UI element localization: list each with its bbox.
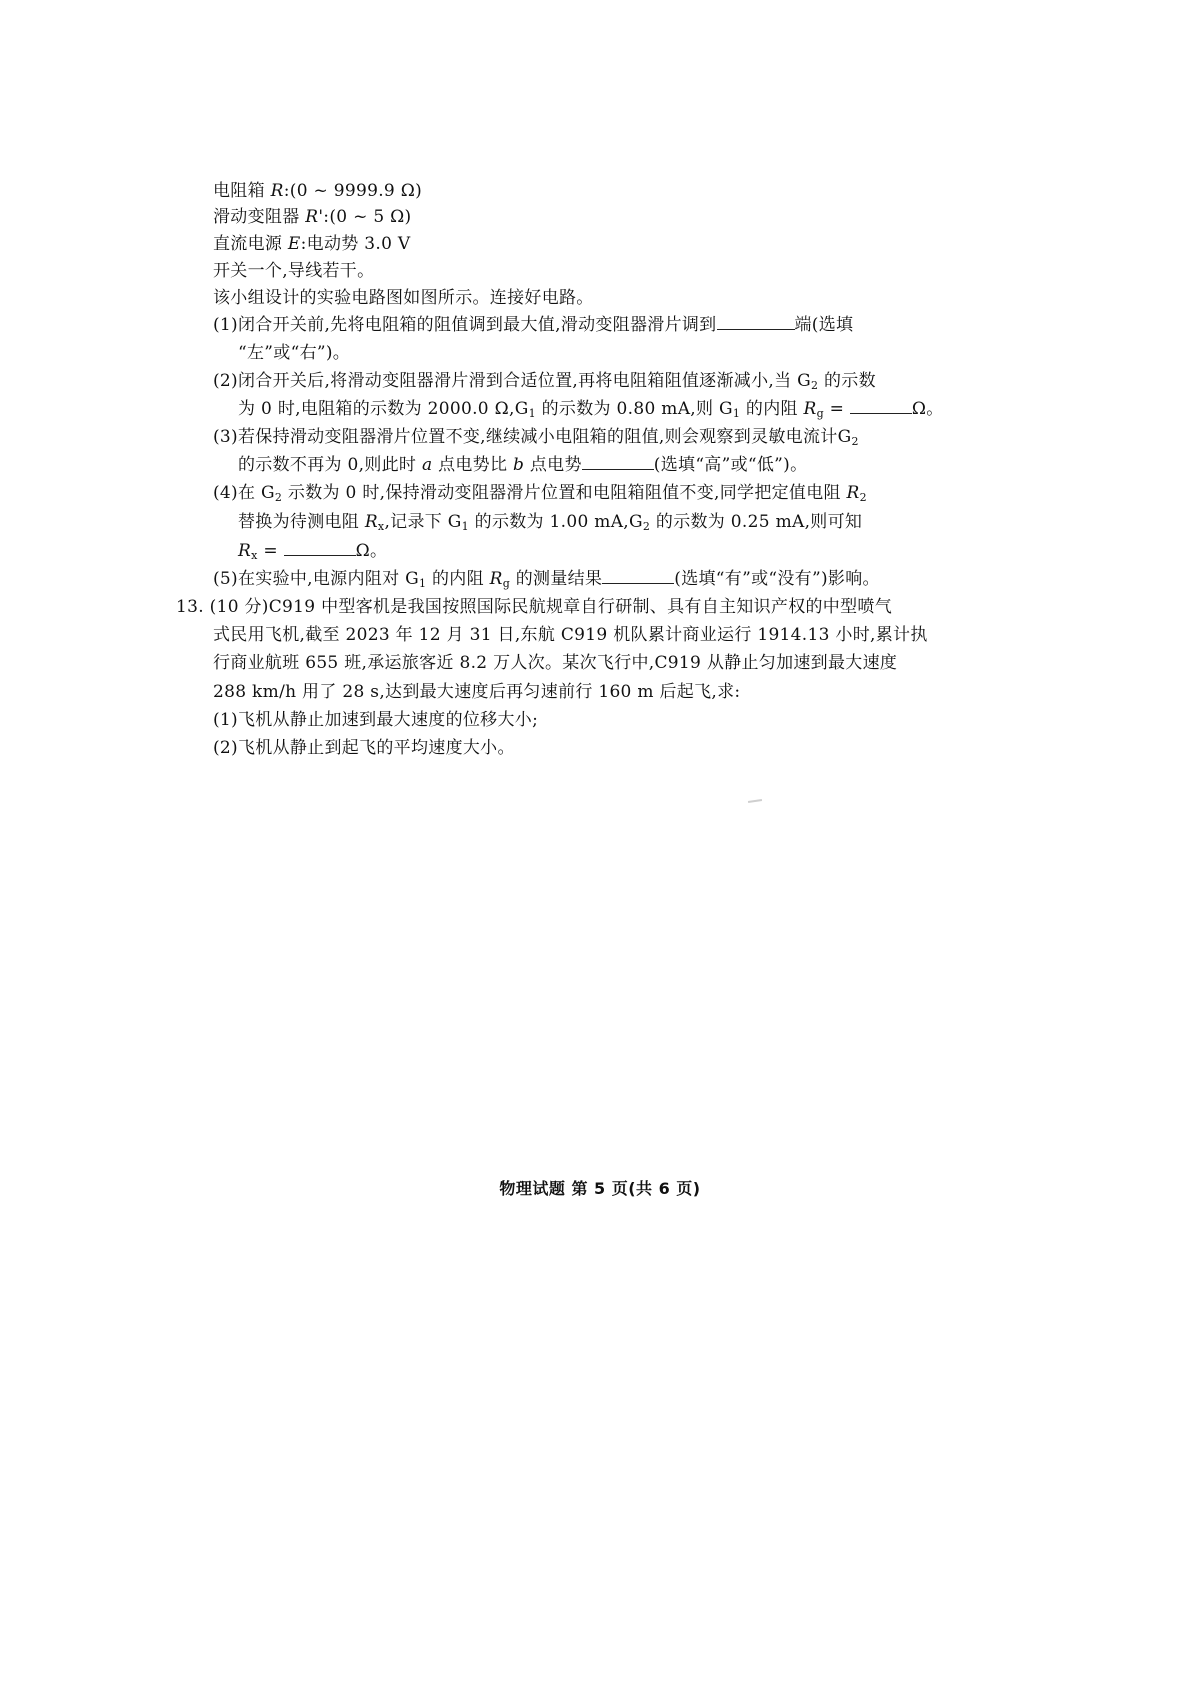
q13-line2: 式民用飞机,截至 2023 年 12 月 31 日,东航 C919 机队累计商业运行 1914.13 小时,累计执: [213, 625, 928, 645]
q12-part4-line2: 替换为待测电阻 $R_x$,记录下 $G_1$ 的示数为 1.00 $mA,G_2$ 的示数为 0.25 mA,则可知: [238, 512, 863, 533]
answer-blank-3: [582, 455, 654, 470]
answer-blank-5: [602, 569, 674, 584]
q12-part2-line1: (2)闭合开关后,将滑动变阻器滑片滑到合适位置,再将电阻箱阻值逐渐减小,当 $G_2$ 的示数: [213, 371, 876, 392]
q13-line4: 288 km/h 用了 28 s,达到最大速度后再匀速前行 160 m 后起飞,求:: [213, 682, 741, 702]
q13-sub2: (2)飞机从静止到起飞的平均速度大小。: [213, 738, 515, 758]
q12-part3-line1: (3)若保持滑动变阻器滑片位置不变,继续减小电阻箱的阻值,则会观察到灵敏电流计$G_2$: [213, 427, 859, 448]
circuit-intro: 该小组设计的实验电路图如图所示。连接好电路。: [213, 288, 594, 308]
q12-part4-line3: $R_x = \Omega$。: [238, 541, 388, 562]
equipment-misc: 开关一个,导线若干。: [213, 261, 375, 281]
equipment-power-source: 直流电源 E:电动势 3.0 V: [213, 234, 411, 254]
q12-part1-line2: “左”或“右”)。: [238, 343, 351, 363]
q13-line3: 行商业航班 655 班,承运旅客近 8.2 万人次。某次飞行中,C919 从静止匀加速到最大速度: [213, 653, 898, 673]
q12-part1-line1: (1)闭合开关前,先将电阻箱的阻值调到最大值,滑动变阻器滑片调到 端(选填: [213, 315, 854, 335]
q12-part2-line2: 为 0 时,电阻箱的示数为 2000.0 $\Omega,G_1$ 的示数为 0.80 mA,则 $G_1$ 的内阻 $R_g = \Omega$。: [238, 399, 944, 420]
page-footer: 物理试题 第 5 页(共 6 页): [499, 1179, 701, 1198]
answer-blank-4: [284, 541, 356, 556]
answer-blank-1: [717, 315, 795, 330]
q12-part4-line1: (4)在 $G_2$ 示数为 0 时,保持滑动变阻器滑片位置和电阻箱阻值不变,同学把定值电阻 $R_2$: [213, 483, 867, 504]
q12-part3-line2: 的示数不再为 0,则此时 a 点电势比 b 点电势 (选填“高”或“低”)。: [238, 455, 808, 475]
q13-line1: 13. (10 分)C919 中型客机是我国按照国际民航规章自行研制、具有自主知识产权的中型喷气: [176, 597, 892, 617]
equipment-rheostat: 滑动变阻器 R':(0 ~ 5 Ω): [213, 207, 412, 227]
q13-sub1: (1)飞机从静止加速到最大速度的位移大小;: [213, 710, 539, 730]
answer-blank-2: [850, 399, 912, 414]
scan-speck: [748, 799, 762, 803]
q12-part5-line1: (5)在实验中,电源内阻对 $G_1$ 的内阻 $R_g$ 的测量结果 (选填“有”或“没有”)影响。: [213, 569, 880, 590]
equipment-resistor-box: 电阻箱 R:(0 ~ 9999.9 Ω): [213, 181, 423, 201]
